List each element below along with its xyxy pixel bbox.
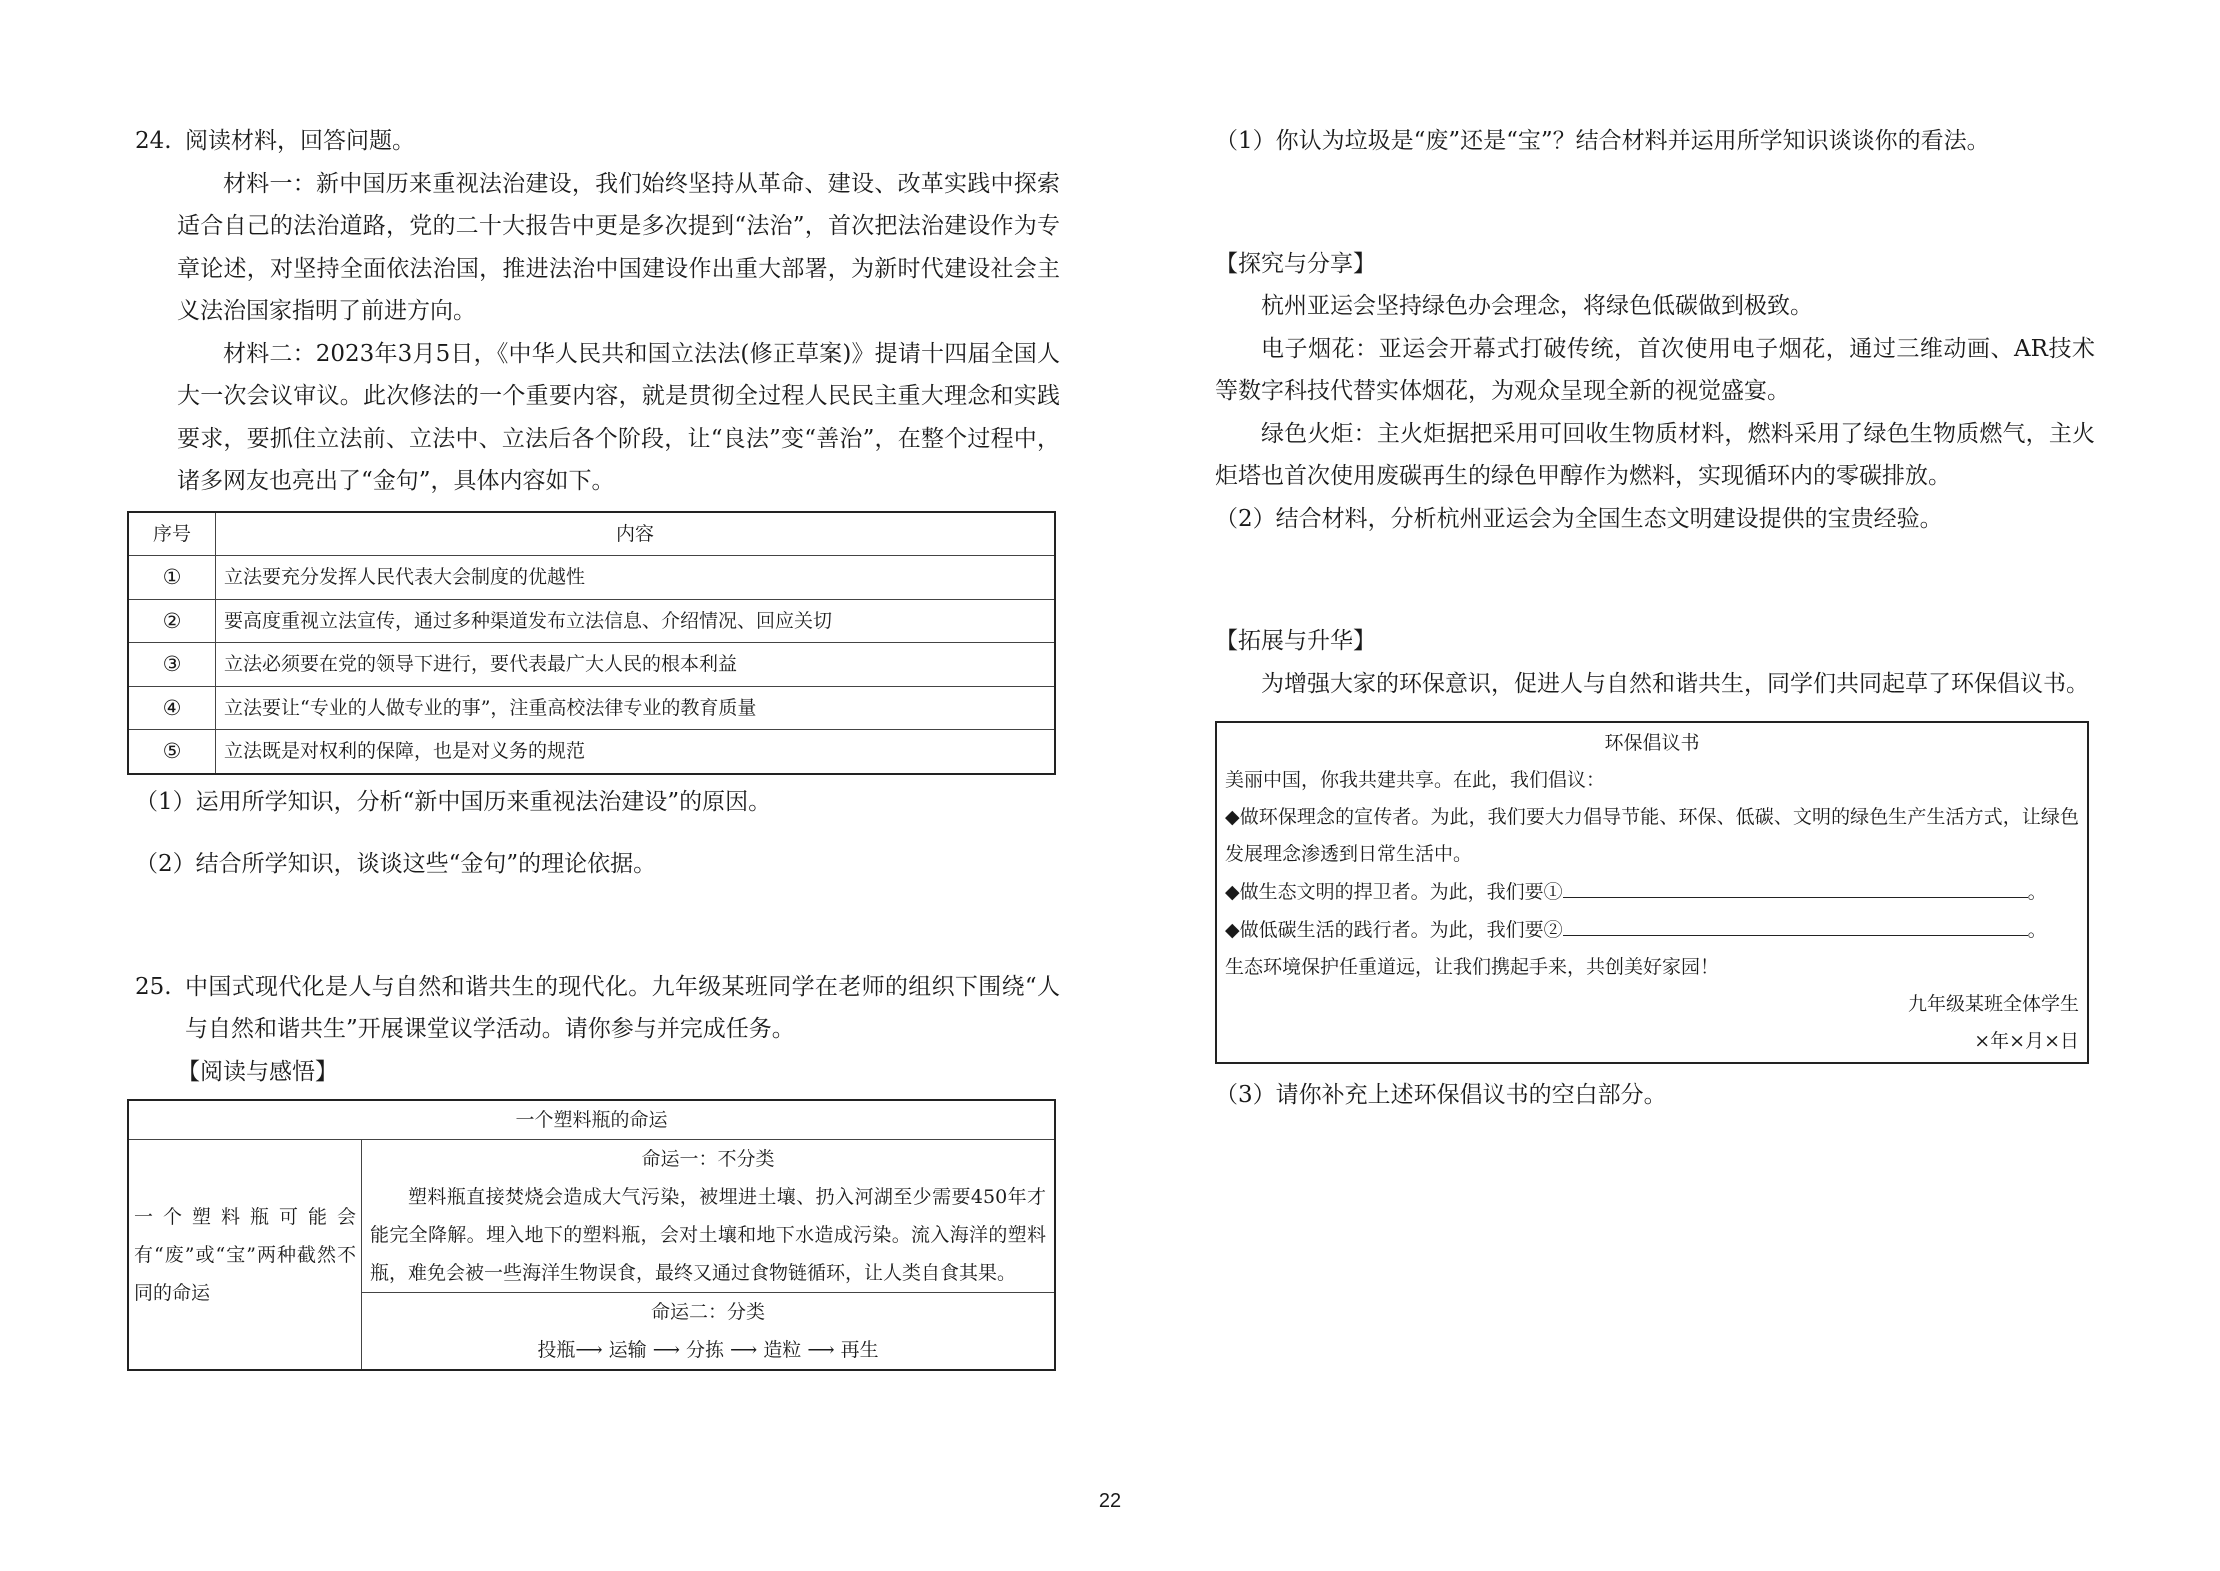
q25-subquestion-3: （3）请你补充上述环保倡议书的空白部分。 (1215, 1082, 1667, 1108)
explore-paragraph-1: 杭州亚运会坚持绿色办会理念，将绿色低碳做到极致。 (1261, 293, 1813, 319)
col-header-content: 内容 (216, 512, 1056, 556)
letter-item-2-text: ◆做生态文明的捍卫者。为此，我们要① (1225, 881, 1563, 903)
left-column (135, 120, 1060, 1371)
q25-subquestion-1: （1）你认为垃圾是“废”还是“宝”？结合材料并运用所学知识谈谈你的看法。 (1215, 128, 1990, 154)
table-header-row (128, 512, 1055, 556)
letter-signature: 九年级某班全体学生 (1907, 993, 2079, 1015)
fate-two-title: 命运二：分类 (650, 1301, 765, 1323)
explore-paragraph-3: 绿色火炬：主火炬据把采用可回收生物质材料，燃料采用了绿色生物质燃气，主火炬塔也首次使用废碳再生的绿色甲醇作为燃料，实现循环内的零碳排放。 (1215, 420, 2095, 489)
row-number: ① (128, 556, 216, 600)
q24-subquestion-2: （2）结合所学知识，谈谈这些“金句”的理论依据。 (135, 851, 657, 877)
col-header-number: 序号 (128, 512, 216, 556)
page-number: 22 (1098, 1490, 1122, 1512)
question-stem: 阅读材料，回答问题。 (185, 128, 415, 154)
letter-date: ×年×月×日 (1974, 1030, 2079, 1052)
material-two: 材料二：2023年3月5日，《中华人民共和国立法法(修正草案)》提请十四届全国人大一次会议审议。此次修法的一个重要内容，就是贯彻全过程人民民主重大理念和实践要求，要抓住立法前、立法中、立法后各个阶段，让“良法”变“善治”，在整个过程中，诸多网友也亮出了“金句”，具体内容如下。 (177, 340, 1060, 494)
row-content: 立法必须要在党的领导下进行，要代表最广大人民的根本利益 (216, 643, 1056, 687)
letter-item-1: ◆做环保理念的宣传者。为此，我们要大力倡导节能、环保、低碳、文明的绿色生产生活方式，让绿色发展理念渗透到日常生活中。 (1225, 806, 2079, 865)
table-row (128, 686, 1055, 730)
golden-sentences-table (127, 511, 1056, 775)
q25-subquestion-2: （2）结合材料，分析杭州亚运会为全国生态文明建设提供的宝贵经验。 (1215, 505, 1943, 532)
end-mark: 。 (2027, 919, 2047, 941)
question-number: 24. (135, 128, 172, 154)
end-mark: 。 (2027, 881, 2047, 903)
bottle-table-title: 一个塑料瓶的命运 (128, 1100, 1055, 1140)
question-stem: 中国式现代化是人与自然和谐共生的现代化。九年级某班同学在老师的组织下围绕“人与自然和谐共生”开展课堂议学活动。请你参与并完成任务。 (185, 973, 1060, 1042)
fate-two-cell (362, 1293, 1056, 1371)
eco-proposal-letter (1215, 721, 2089, 1064)
q24-subquestion-1: （1）运用所学知识，分析“新中国历来重视法治建设”的原因。 (135, 788, 772, 815)
explore-paragraph-2: 电子烟花：亚运会开幕式打破传统，首次使用电子烟花，通过三维动画、AR技术等数字科技代替实体烟花，为观众呈现全新的视觉盛宴。 (1215, 335, 2095, 404)
bottle-fate-summary: 一个塑料瓶可能会有“废”或“宝”两种截然不同的命运 (128, 1140, 362, 1371)
fate-one-text: 塑料瓶直接焚烧会造成大气污染，被埋进土壤、扔入河湖至少需要450年才能完全降解。埋入地下的塑料瓶，会对土壤和地下水造成污染。流入海洋的塑料瓶，难免会被一些海洋生物误食，最终又通过食物链循环，让人类自食其果。 (370, 1186, 1046, 1284)
letter-item-2 (1225, 873, 2079, 911)
table-row (128, 643, 1055, 687)
letter-title: 环保倡议书 (1604, 732, 1700, 754)
row-number: ② (128, 599, 216, 643)
row-number: ③ (128, 643, 216, 687)
section-expand-and-elevate: 【拓展与升华】 (1215, 628, 1376, 654)
answer-blank-2[interactable] (1563, 911, 2028, 936)
plastic-bottle-table (127, 1099, 1056, 1371)
row-content: 立法要让“专业的人做专业的事”，注重高校法律专业的教育质量 (216, 686, 1056, 730)
letter-item-3 (1225, 911, 2079, 949)
table-row (128, 556, 1055, 600)
table-row (128, 730, 1055, 774)
table-row (128, 599, 1055, 643)
fate-one-cell (362, 1140, 1056, 1293)
question-number: 25. (135, 973, 172, 1000)
expand-paragraph: 为增强大家的环保意识，促进人与自然和谐共生，同学们共同起草了环保倡议书。 (1261, 670, 2089, 697)
row-number: ④ (128, 686, 216, 730)
answer-blank-1[interactable] (1563, 873, 2028, 898)
row-content: 立法要充分发挥人民代表大会制度的优越性 (216, 556, 1056, 600)
letter-item-3-text: ◆做低碳生活的践行者。为此，我们要② (1225, 919, 1563, 941)
row-content: 立法既是对权利的保障，也是对义务的规范 (216, 730, 1056, 774)
question-25 (135, 966, 1060, 1051)
question-24 (135, 120, 1060, 163)
letter-closing: 生态环境保护任重道远，让我们携起手来，共创美好家园！ (1225, 956, 1720, 978)
row-number: ⑤ (128, 730, 216, 774)
letter-greeting: 美丽中国，你我共建共享。在此，我们倡议： (1225, 769, 1606, 791)
fate-two-flow: 投瓶⟶ 运输 ⟶ 分拣 ⟶ 造粒 ⟶ 再生 (537, 1339, 879, 1361)
right-column (1215, 120, 2095, 1117)
material-one: 材料一：新中国历来重视法治建设，我们始终坚持从革命、建设、改革实践中探索适合自己的法治道路，党的二十大报告中更是多次提到“法治”，首次把法治建设作为专章论述，对坚持全面依法治国，推进法治中国建设作出重大部署，为新时代建设社会主义法治国家指明了前进方向。 (177, 170, 1060, 324)
row-content: 要高度重视立法宣传，通过多种渠道发布立法信息、介绍情况、回应关切 (216, 599, 1056, 643)
section-explore-and-share: 【探究与分享】 (1215, 250, 1376, 277)
fate-one-title: 命运一：不分类 (641, 1148, 775, 1170)
section-read-and-reflect: 【阅读与感悟】 (177, 1058, 338, 1085)
